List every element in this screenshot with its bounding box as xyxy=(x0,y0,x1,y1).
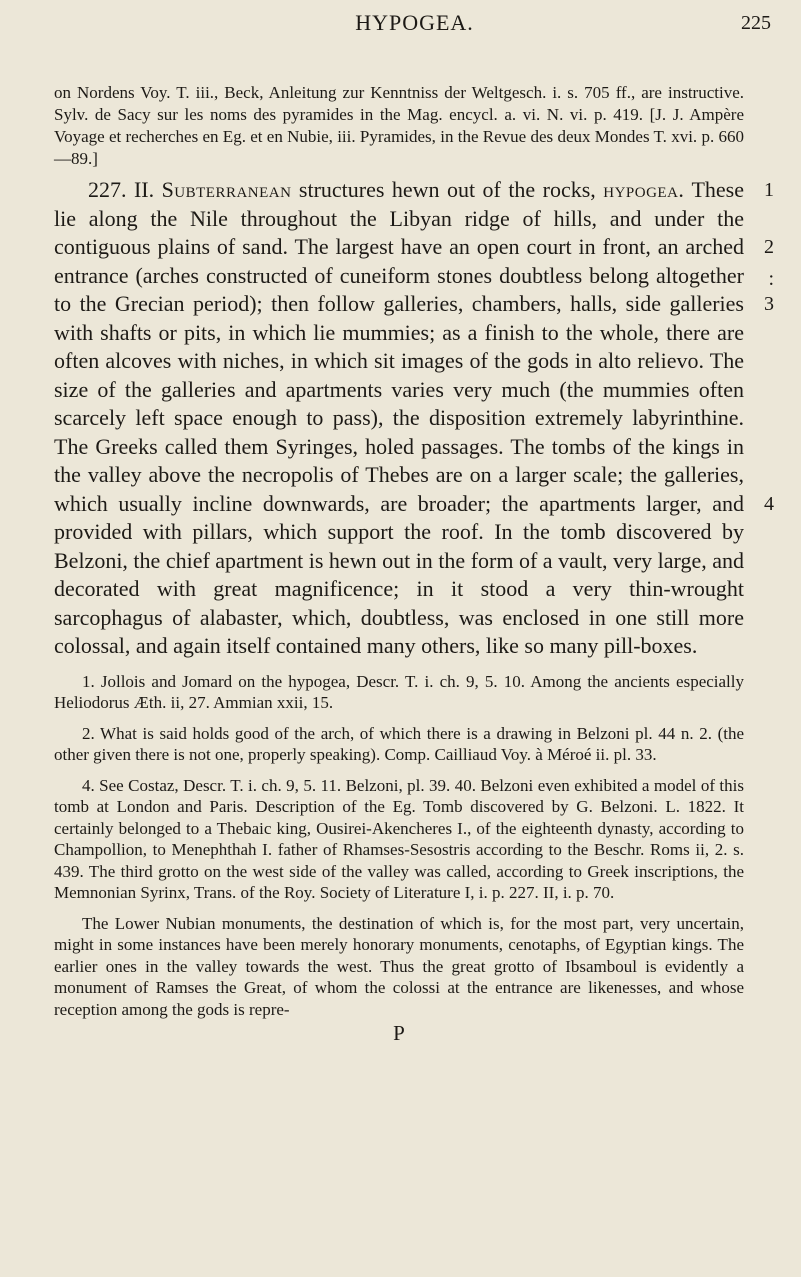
continued-note: The Lower Nubian monuments, the destination of which is, for the most part, very uncertain, might in some instances have been merely honorary monuments, cenotaphs, of Egyptian kings. The earlier ones in the valley towards the west. Thus the great grotto of Ibsamboul is evidently a monument of Ramses the Great, of whom the colossi at the entrance are likenesses, and whose reception among the gods is repre- xyxy=(54,913,744,1019)
section-heading: Subterranean xyxy=(161,177,292,202)
footnote-1: 1. Jollois and Jomard on the hypogea, Descr. T. i. ch. 9, 5. 10. Among the ancients especially Heliodorus Æth. ii, 27. Ammian xxii, 15. xyxy=(54,671,744,712)
margin-note-4: 4 xyxy=(764,493,774,515)
section-number: 227. II. xyxy=(88,177,155,202)
section-body-lead: structures hewn out of the rocks, xyxy=(291,177,604,202)
page-content xyxy=(54,82,774,1045)
page-number: 225 xyxy=(741,12,771,34)
section-term: hypogea. xyxy=(603,177,685,202)
footnote-2: 2. What is said holds good of the arch, of which there is a drawing in Belzoni pl. 44 n. 2. (the other given there is not one, properly speaking). Comp. Cailliaud Voy. à Méroé ii. pl. 33. xyxy=(54,723,744,764)
footnote-4: 4. See Costaz, Descr. T. i. ch. 9, 5. 11. Belzoni, pl. 39. 40. Belzoni even exhibited a model of this tomb at London and Paris. Description of the Eg. Tomb discovered by G. Belzoni. L. 1822. It certainly belonged to a Thebaic king, Ousirei-Akencheres I., of the eighteenth dynasty, according to Champollion, to Menephthah I. father of Rhamses-Sesostris according to the Beschr. Roms ii, 2. s. 439. The third grotto on the west side of the valley was called, according to Greek inscriptions, the Memnonian Syrinx, Trans. of the Roy. Society of Literature I, i. p. 227. II, i. p. 70. xyxy=(54,775,744,902)
margin-note-colon: : xyxy=(768,268,774,290)
margin-note-2: 2 xyxy=(764,236,774,258)
intro-paragraph: on Nordens Voy. T. iii., Beck, Anleitung zur Kenntniss der Weltgesch. i. s. 705 ff., are instructive. Sylv. de Sacy sur les noms des pyramides in the Mag. encycl. a. vi. N. vi. p. 419. [J. J. Ampère Voyage et recherches en Eg. et en Nubie, iii. Pyramides, in the Revue des deux Mondes T. xvi. p. 660—89.] xyxy=(54,83,744,168)
margin-note-3: 3 xyxy=(764,293,774,315)
page-header xyxy=(54,10,775,34)
margin-notes xyxy=(754,176,774,661)
main-section xyxy=(54,176,774,661)
section-body: These lie along the Nile throughout the Libyan ridge of hills, and under the contiguous plains of sand. The largest have an open court in front, an arched entrance (arches constructed of cuneiform stones doubtless belong altogether to the Grecian period); then follow galleries, chambers, halls, side galleries with shafts or pits, in which lie mummies; as a finish to the whole, there are often alcoves with niches, in which sit images of the gods in alto relievo. The size of the galleries and apartments varies very much (the mummies often scarcely left space enough to pass), the disposition extremely labyrinthine. The Greeks called them Syringes, holed passages. The tombs of the kings in the valley above the necropolis of Thebes are on a larger scale; the galleries, which usually incline downwards, are broader; the apartments larger, and provided with pillars, which support the roof. In the tomb discovered by Belzoni, the chief apartment is hewn out in the form of a vault, very large, and decorated with great magnificence; in it stood a very thin-wrought sarcophagus of alabaster, which, doubtless, was enclosed in one still more colossal, and again itself contained many others, like so many pill-boxes. xyxy=(54,177,745,658)
section-paragraph xyxy=(54,176,744,661)
signature-mark: P xyxy=(393,1021,405,1045)
margin-note-1: 1 xyxy=(764,179,774,201)
running-head: HYPOGEA. xyxy=(355,10,474,35)
footnotes xyxy=(54,671,744,1021)
